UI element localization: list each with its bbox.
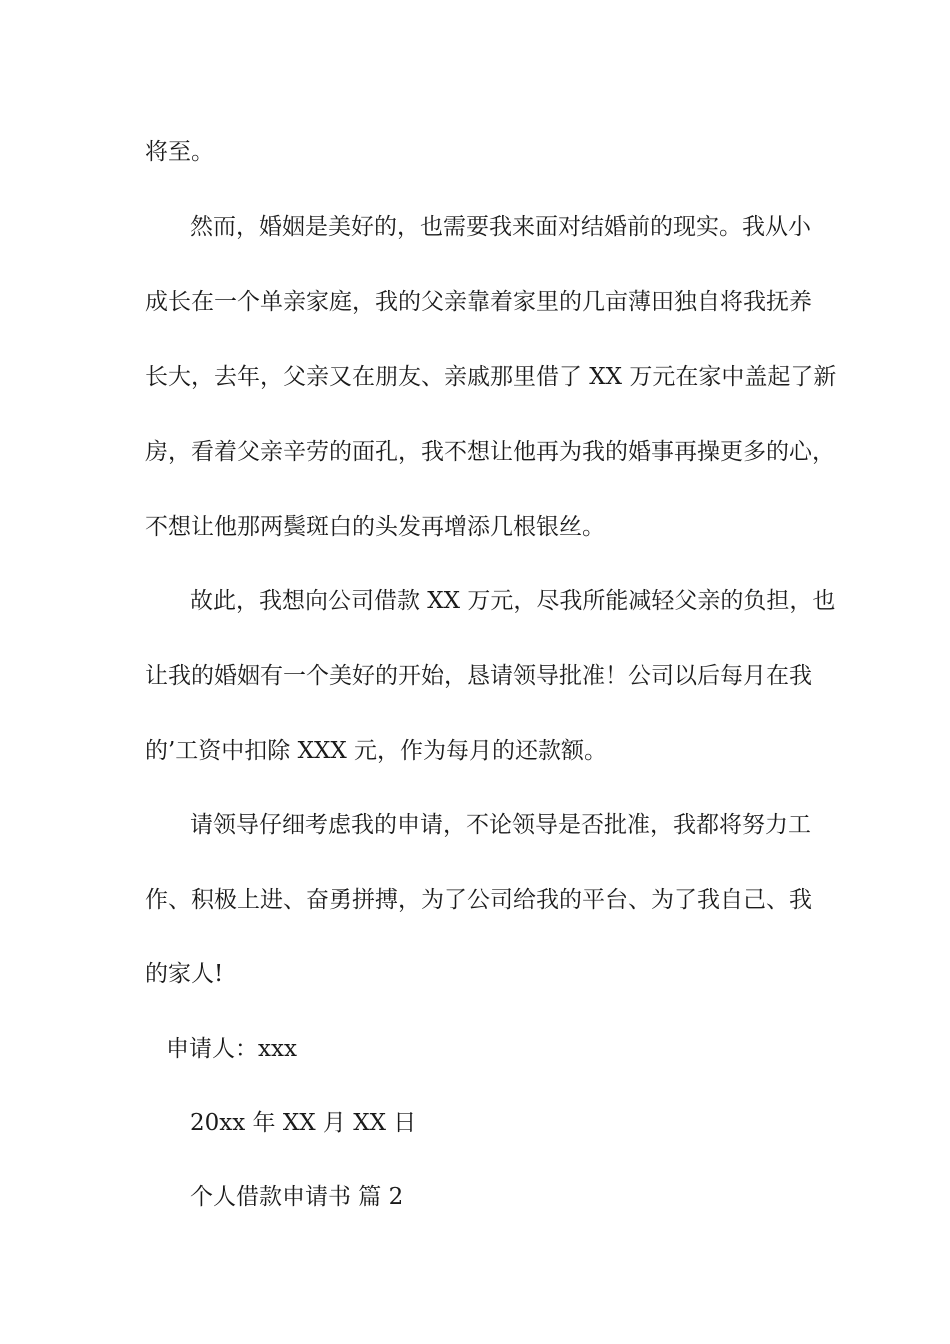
paragraph-line: 让我的婚姻有一个美好的开始，恳请领导批准！公司以后每月在我 bbox=[145, 663, 812, 689]
paragraph-line: 成长在一个单亲家庭，我的父亲靠着家里的几亩薄田独自将我抚养 bbox=[145, 289, 812, 315]
paragraph-line: 的’工资中扣除 XXX 元，作为每月的还款额。 bbox=[145, 738, 608, 764]
paragraph-line: 不想让他那两鬓斑白的头发再增添几根银丝。 bbox=[145, 514, 605, 540]
paragraph-line: 的家人! bbox=[145, 961, 224, 987]
paragraph-line: 然而，婚姻是美好的，也需要我来面对结婚前的现实。我从小 bbox=[190, 214, 811, 240]
section-title: 个人借款申请书 篇 2 bbox=[190, 1184, 404, 1210]
paragraph-line: 长大，去年，父亲又在朋友、亲戚那里借了 XX 万元在家中盖起了新 bbox=[145, 364, 837, 390]
date-line: 20xx 年 XX 月 XX 日 bbox=[190, 1110, 417, 1136]
paragraph-line: 请领导仔细考虑我的申请，不论领导是否批准，我都将努力工 bbox=[190, 812, 811, 838]
paragraph-line: 作、积极上进、奋勇拼搏，为了公司给我的平台、为了我自己、我 bbox=[145, 887, 812, 913]
paragraph-line: 故此，我想向公司借款 XX 万元，尽我所能减轻父亲的负担，也 bbox=[190, 588, 836, 614]
paragraph-line: 房，看着父亲辛劳的面孔，我不想让他再为我的婚事再操更多的心， bbox=[145, 439, 835, 465]
paragraph-line: 将至。 bbox=[145, 139, 214, 165]
applicant-line: 申请人：xxx bbox=[166, 1036, 297, 1062]
